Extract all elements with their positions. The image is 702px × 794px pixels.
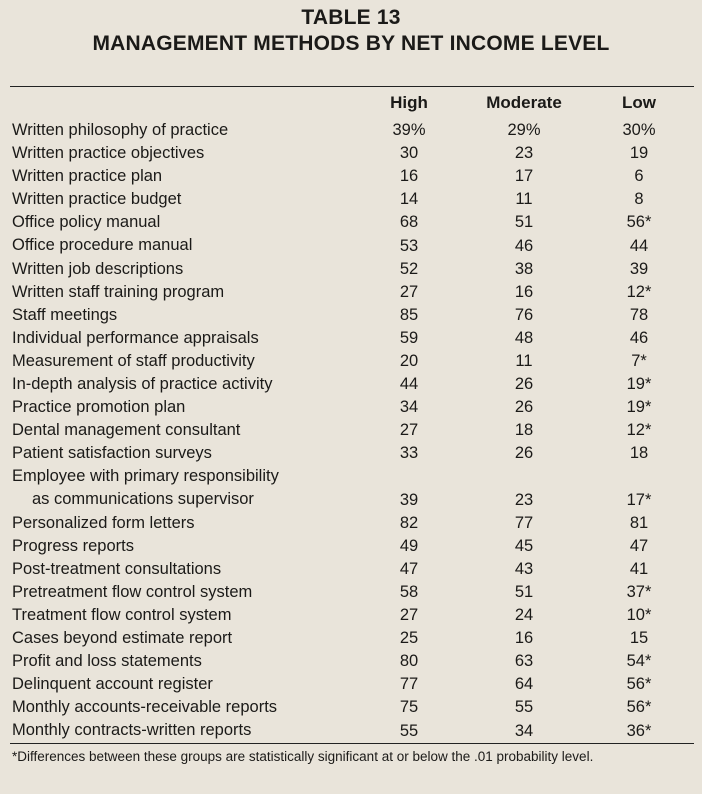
table-row bbox=[0, 304, 702, 327]
table-caption: MANAGEMENT METHODS BY NET INCOME LEVEL bbox=[92, 32, 610, 55]
table-row bbox=[0, 165, 702, 188]
cell-low: 6 bbox=[634, 167, 644, 186]
cell-low: 78 bbox=[629, 305, 649, 324]
cell-low: 46 bbox=[629, 328, 649, 347]
row-label bbox=[12, 442, 212, 465]
row-label-text: Practice promotion plan bbox=[12, 398, 186, 417]
cell-moderate: 55 bbox=[514, 698, 534, 717]
cell-high: 14 bbox=[399, 190, 419, 209]
cell-low: 56* bbox=[626, 675, 652, 694]
cell-high: 39 bbox=[399, 490, 419, 509]
row-label-text: Post-treatment consultations bbox=[12, 559, 222, 578]
table-row bbox=[0, 188, 702, 211]
table-row bbox=[0, 119, 702, 142]
row-label-continuation: as communications supervisor bbox=[32, 490, 254, 509]
table-row bbox=[0, 627, 702, 650]
cell-low: 15 bbox=[629, 629, 649, 648]
cell-low: 81 bbox=[629, 513, 649, 532]
cell-low: 54* bbox=[626, 652, 652, 671]
cell-high: 52 bbox=[399, 259, 419, 278]
row-label-text: Monthly contracts-written reports bbox=[12, 721, 252, 740]
row-label bbox=[12, 211, 160, 234]
cell-low: 19 bbox=[629, 144, 649, 163]
table-row bbox=[0, 650, 702, 673]
table-row bbox=[0, 581, 702, 604]
cell-high: 75 bbox=[399, 698, 419, 717]
row-label-text: Written practice objectives bbox=[12, 144, 205, 163]
cell-high: 16 bbox=[399, 167, 419, 186]
cell-high: 85 bbox=[399, 305, 419, 324]
table-row bbox=[0, 396, 702, 419]
cell-low: 12* bbox=[626, 421, 652, 440]
row-label bbox=[12, 719, 251, 742]
table-footnote: *Differences between these groups are statistically significant at or below the .01 probability level. bbox=[12, 749, 594, 764]
cell-low: 12* bbox=[626, 282, 652, 301]
cell-high: 34 bbox=[399, 398, 419, 417]
row-label-text: Patient satisfaction surveys bbox=[12, 444, 212, 463]
table-row bbox=[0, 327, 702, 350]
row-label bbox=[12, 119, 228, 142]
cell-moderate: 11 bbox=[515, 190, 533, 209]
cell-low: 44 bbox=[629, 236, 649, 255]
cell-low: 19* bbox=[626, 398, 652, 417]
cell-high: 49 bbox=[399, 536, 419, 555]
row-label-text: Progress reports bbox=[12, 536, 134, 555]
row-label bbox=[12, 512, 195, 535]
table-row bbox=[0, 535, 702, 558]
cell-high: 30 bbox=[399, 144, 419, 163]
cell-high: 68 bbox=[399, 213, 419, 232]
row-label-text: Treatment flow control system bbox=[12, 605, 232, 624]
cell-high: 55 bbox=[399, 721, 419, 740]
cell-high: 58 bbox=[399, 582, 419, 601]
table-row bbox=[0, 558, 702, 581]
cell-moderate: 17 bbox=[514, 167, 534, 186]
row-label-text: Written staff training program bbox=[12, 282, 225, 301]
cell-high: 27 bbox=[399, 282, 419, 301]
cell-moderate: 77 bbox=[514, 513, 534, 532]
row-label bbox=[12, 234, 192, 257]
table-row bbox=[0, 258, 702, 281]
cell-moderate: 51 bbox=[514, 213, 534, 232]
row-label-text: Written practice budget bbox=[12, 190, 182, 209]
cell-high: 77 bbox=[399, 675, 419, 694]
cell-high: 39% bbox=[392, 121, 426, 140]
row-label bbox=[12, 696, 277, 719]
column-header-moderate: Moderate bbox=[486, 93, 562, 112]
cell-moderate: 26 bbox=[514, 375, 534, 394]
cell-moderate: 43 bbox=[514, 559, 534, 578]
cell-moderate: 63 bbox=[514, 652, 534, 671]
cell-low: 37* bbox=[626, 582, 652, 601]
table-row bbox=[0, 465, 702, 511]
cell-high: 59 bbox=[399, 328, 419, 347]
row-label-text: Office policy manual bbox=[12, 213, 161, 232]
cell-high: 80 bbox=[399, 652, 419, 671]
cell-moderate: 18 bbox=[514, 421, 534, 440]
row-label-text: Personalized form letters bbox=[12, 513, 195, 532]
row-label bbox=[12, 627, 232, 650]
cell-moderate: 45 bbox=[514, 536, 534, 555]
row-label-text: Written job descriptions bbox=[12, 259, 184, 278]
cell-high: 20 bbox=[399, 352, 419, 371]
row-label-text: Employee with primary responsibility bbox=[12, 467, 279, 486]
cell-high: 47 bbox=[399, 559, 419, 578]
cell-moderate: 24 bbox=[514, 606, 534, 625]
cell-low: 47 bbox=[629, 536, 649, 555]
row-label bbox=[12, 350, 255, 373]
row-label-text: Cases beyond estimate report bbox=[12, 629, 233, 648]
cell-moderate: 76 bbox=[514, 305, 534, 324]
row-label bbox=[12, 535, 134, 558]
cell-low: 56* bbox=[626, 213, 652, 232]
row-label-text: Delinquent account register bbox=[12, 675, 213, 694]
cell-moderate: 29% bbox=[507, 121, 541, 140]
row-label-text: Profit and loss statements bbox=[12, 652, 202, 671]
table-row bbox=[0, 696, 702, 719]
cell-high: 44 bbox=[399, 375, 419, 394]
cell-moderate: 34 bbox=[514, 721, 534, 740]
cell-low: 19* bbox=[626, 375, 652, 394]
cell-moderate: 51 bbox=[514, 582, 534, 601]
cell-moderate: 26 bbox=[514, 398, 534, 417]
row-label bbox=[12, 581, 252, 604]
row-label bbox=[12, 419, 240, 442]
table-row bbox=[0, 512, 702, 535]
row-label bbox=[12, 327, 259, 350]
cell-low: 39 bbox=[629, 259, 649, 278]
table-row bbox=[0, 211, 702, 234]
row-label bbox=[12, 558, 221, 581]
row-label bbox=[12, 604, 231, 627]
cell-low: 17* bbox=[626, 490, 652, 509]
column-header-high: High bbox=[390, 93, 428, 112]
row-label-text: Dental management consultant bbox=[12, 421, 241, 440]
cell-low: 8 bbox=[634, 190, 644, 209]
cell-low: 18 bbox=[629, 444, 649, 463]
table-row bbox=[0, 419, 702, 442]
row-label bbox=[12, 673, 213, 696]
cell-moderate: 64 bbox=[514, 675, 534, 694]
cell-low: 56* bbox=[626, 698, 652, 717]
bottom-rule bbox=[10, 743, 694, 744]
top-rule bbox=[10, 86, 694, 87]
row-label-text: Office procedure manual bbox=[12, 236, 193, 255]
cell-low: 41 bbox=[629, 559, 649, 578]
row-label-text: Measurement of staff productivity bbox=[12, 351, 255, 370]
row-label-text: Written philosophy of practice bbox=[12, 121, 229, 139]
cell-high: 25 bbox=[399, 629, 419, 648]
table-row bbox=[0, 373, 702, 396]
row-label bbox=[12, 165, 162, 188]
table-row bbox=[0, 350, 702, 373]
cell-moderate: 11 bbox=[515, 352, 533, 371]
cell-low: 36* bbox=[626, 721, 652, 740]
table-row bbox=[0, 234, 702, 257]
cell-low: 30% bbox=[622, 121, 656, 140]
row-label bbox=[12, 304, 117, 327]
row-label bbox=[12, 373, 272, 396]
cell-high: 82 bbox=[399, 513, 419, 532]
table-row bbox=[0, 673, 702, 696]
row-label-text: Monthly accounts-receivable reports bbox=[12, 698, 278, 717]
cell-moderate: 26 bbox=[514, 444, 534, 463]
row-label bbox=[12, 188, 181, 211]
cell-moderate: 38 bbox=[514, 259, 534, 278]
row-label bbox=[12, 142, 204, 165]
table-row bbox=[0, 281, 702, 304]
table-body bbox=[0, 119, 702, 743]
cell-high: 27 bbox=[399, 421, 419, 440]
table-row bbox=[0, 442, 702, 465]
row-label bbox=[12, 281, 224, 304]
row-label bbox=[12, 465, 279, 511]
cell-high: 53 bbox=[399, 236, 419, 255]
table-row bbox=[0, 604, 702, 627]
cell-moderate: 23 bbox=[514, 490, 534, 509]
column-header-low: Low bbox=[622, 93, 656, 112]
table-number: TABLE 13 bbox=[301, 6, 401, 29]
row-label-text: Individual performance appraisals bbox=[12, 328, 259, 347]
cell-low: 7* bbox=[631, 352, 647, 371]
row-label-text: Pretreatment flow control system bbox=[12, 582, 253, 601]
cell-high: 27 bbox=[399, 606, 419, 625]
cell-moderate: 46 bbox=[514, 236, 534, 255]
row-label bbox=[12, 650, 202, 673]
cell-moderate: 16 bbox=[514, 282, 534, 301]
row-label-text: Written practice plan bbox=[12, 167, 163, 186]
table-row bbox=[0, 142, 702, 165]
row-label-text: In-depth analysis of practice activity bbox=[12, 375, 273, 394]
cell-moderate: 23 bbox=[514, 144, 534, 163]
cell-high: 33 bbox=[399, 444, 419, 463]
cell-moderate: 16 bbox=[514, 629, 534, 648]
cell-low: 10* bbox=[626, 606, 652, 625]
row-label bbox=[12, 396, 185, 419]
table-row bbox=[0, 719, 702, 742]
row-label bbox=[12, 258, 183, 281]
cell-moderate: 48 bbox=[514, 328, 534, 347]
row-label-text: Staff meetings bbox=[12, 305, 118, 324]
table-title bbox=[0, 5, 702, 57]
